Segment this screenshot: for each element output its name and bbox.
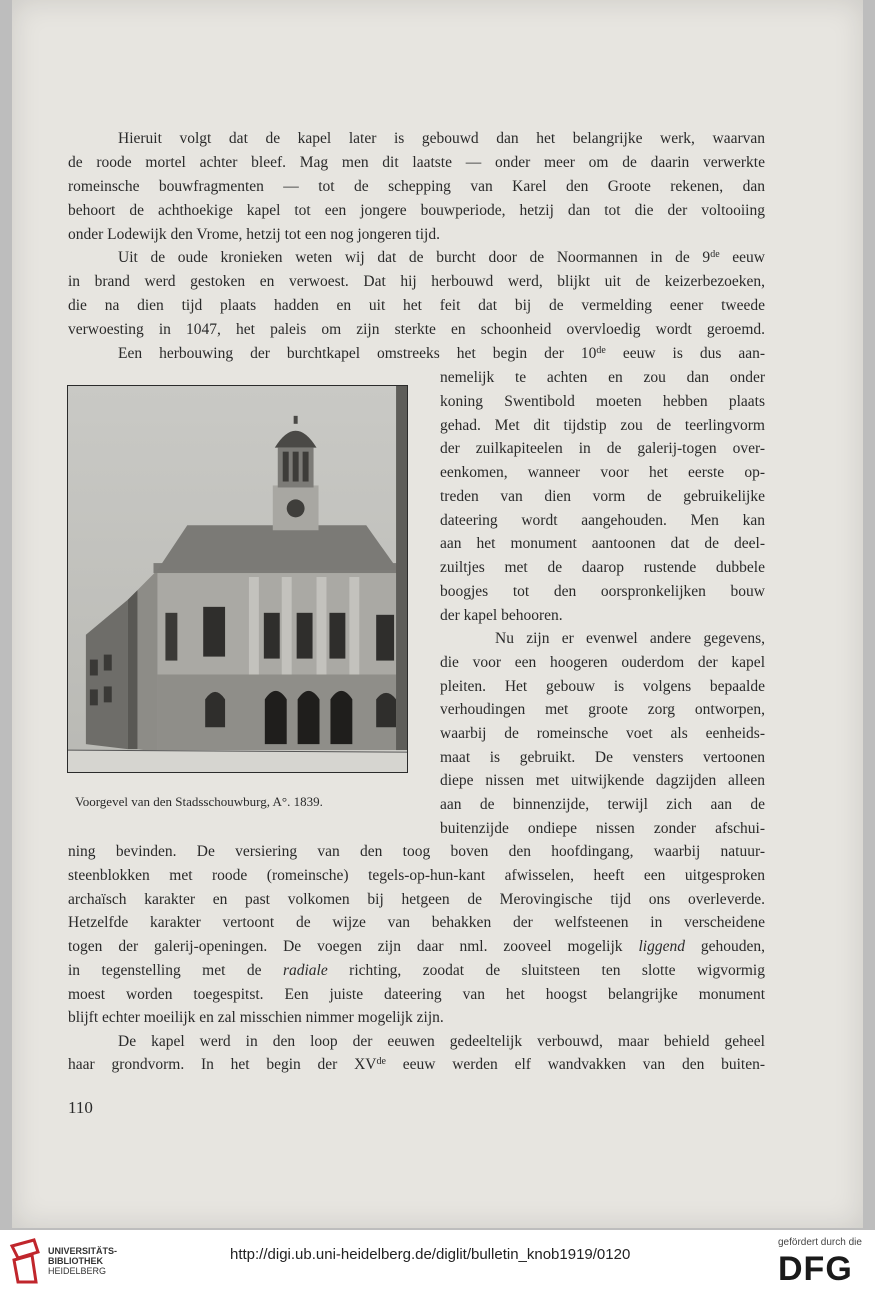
- text-line: eenkomen, wanneer voor het eerste op-: [440, 464, 765, 481]
- text-line: romeinsche bouwfragmenten — tot de schepping van Karel den Groote rekenen, dan: [68, 178, 765, 195]
- university-name-line: UNIVERSITÄTS-: [48, 1246, 118, 1256]
- text-segment: richting, zoodat de sluitsteen ten slotte wigvormig: [327, 962, 765, 979]
- text-line: die na dien tijd plaats hadden en uit het feit dat bij de vermelding eener tweede: [68, 297, 765, 314]
- photo-stadsschouwburg: [67, 385, 408, 773]
- text-line: in brand werd gestoken en verwoest. Dat hij herbouwd werd, blijkt uit de keizerbezoeken,: [68, 273, 765, 290]
- text-line: boogjes tot den oorspronkelijken bouw: [440, 583, 765, 600]
- text-segment: Uit de oude kronieken weten wij dat de burcht door de Noormannen in de 9: [118, 249, 711, 266]
- permalink-url[interactable]: http://digi.ub.uni-heidelberg.de/diglit/bulletin_knob1919/0120: [230, 1246, 631, 1263]
- text-line: archaïsch karakter en past volkomen bij hetgeen de Merovingische tijd ons overleverde.: [68, 891, 765, 908]
- text-line: treden van dien vorm de gebruikelijke: [440, 488, 765, 505]
- page-number: 110: [68, 1098, 93, 1117]
- text-line: koning Swentibold moeten hebben plaats: [440, 393, 765, 410]
- text-segment: gehouden,: [684, 938, 765, 955]
- footer-bar: [0, 1230, 875, 1293]
- superscript: de: [710, 249, 720, 260]
- text-line: [68, 937, 765, 957]
- text-segment: togen der galerij-openingen. De voegen zijn daar nml. zooveel mogelijk: [68, 938, 639, 955]
- text-segment: in tegenstelling met de: [68, 962, 283, 979]
- dfg-logo[interactable]: DFG: [778, 1250, 853, 1288]
- text-line: waarbij de romeinsche voet als eenheids-: [440, 725, 765, 742]
- text-line: moest worden toegespitst. Een juiste dateering van het hoogst belangrijke monument: [68, 986, 765, 1003]
- text-line: der kapel behooren.: [440, 607, 563, 624]
- university-name[interactable]: [48, 1246, 117, 1276]
- superscript: de: [376, 1056, 386, 1067]
- text-line: blijft echter moeilijk en zal misschien nimmer mogelijk zijn.: [68, 1009, 444, 1026]
- text-line: de roode mortel achter bleef. Mag men dit laatste — onder meer om de daarin verwerkte: [68, 154, 765, 171]
- text-line: behoort de achthoekige kapel tot een jongere bouwperiode, hetzij dan tot die der voltooiing: [68, 202, 765, 219]
- text-line: [68, 1055, 765, 1075]
- text-line: Nu zijn er evenwel andere gegevens,: [495, 630, 765, 647]
- text-line: dateering wordt aangehouden. Men kan: [440, 512, 765, 529]
- university-name-line: HEIDELBERG: [48, 1266, 107, 1276]
- text-line: buitenzijde ondiepe nissen zonder afschui-: [440, 820, 765, 837]
- text-line: verhoudingen met groote zorg ontworpen,: [440, 701, 765, 718]
- text-line: steenblokken met roode (romeinsche) tegels-op-hun-kant afwisselen, heeft een uitgesproken: [68, 867, 765, 884]
- text-line: maat is gebruikt. De vensters vertoonen: [440, 749, 765, 766]
- text-line: pleiten. Het gebouw is volgens bepaalde: [440, 678, 765, 695]
- text-line: [118, 248, 765, 268]
- text-line: nemelijk te achten en zou dan onder: [440, 369, 765, 386]
- text-segment: eeuw: [719, 249, 766, 266]
- text-line: Hetzelfde karakter vertoont de wijze van behakken der welfsteenen in verscheidene: [68, 914, 765, 931]
- text-line: onder Lodewijk den Vrome, hetzij tot een nog jongeren tijd.: [68, 226, 440, 243]
- text-line: die voor een hoogeren ouderdom der kapel: [440, 654, 765, 671]
- text-line: [68, 961, 765, 981]
- building-illustration: [68, 386, 407, 772]
- text-segment: eeuw werden elf wandvakken van den buiten-: [385, 1056, 765, 1073]
- text-line: diepe nissen met uitwijkende dagzijden alleen: [440, 772, 765, 789]
- text-line: verwoesting in 1047, het paleis om zijn sterkte en schoonheid overvloedig wordt geroemd.: [68, 321, 765, 338]
- text-line: ning bevinden. De versiering van den toog boven den hoofdingang, waarbij natuur-: [68, 843, 765, 860]
- funding-caption: gefördert durch die: [778, 1237, 862, 1248]
- superscript: de: [596, 345, 606, 356]
- text-line: der zuilkapiteelen in de galerij-togen over-: [440, 440, 765, 457]
- text-line: zuiltjes met de daarop rustende dubbele: [440, 559, 765, 576]
- university-name-line: BIBLIOTHEK: [48, 1256, 103, 1266]
- text-line: [118, 344, 765, 364]
- text-line: gehad. Met dit tijdstip zou de teerlingvorm: [440, 417, 765, 434]
- university-logo-icon[interactable]: [8, 1238, 42, 1284]
- text-line: aan de binnenzijde, terwijl zich aan de: [440, 796, 765, 813]
- italic-word: radiale: [282, 962, 328, 979]
- text-segment: haar grondvorm. In het begin der XV: [68, 1056, 377, 1073]
- text-line: aan het monument aantoonen dat de deel-: [440, 535, 765, 552]
- text-line: Hieruit volgt dat de kapel later is gebouwd dan het belangrijke werk, waarvan: [118, 130, 765, 147]
- italic-word: liggend: [638, 938, 685, 955]
- text-line: De kapel werd in den loop der eeuwen gedeeltelijk verbouwd, maar behield geheel: [118, 1033, 765, 1050]
- photo-caption: Voorgevel van den Stadsschouwburg, A°. 1839.: [75, 794, 323, 809]
- text-segment: Een herbouwing der burchtkapel omstreeks het begin der 10: [118, 345, 597, 362]
- text-segment: eeuw is dus aan-: [605, 345, 765, 362]
